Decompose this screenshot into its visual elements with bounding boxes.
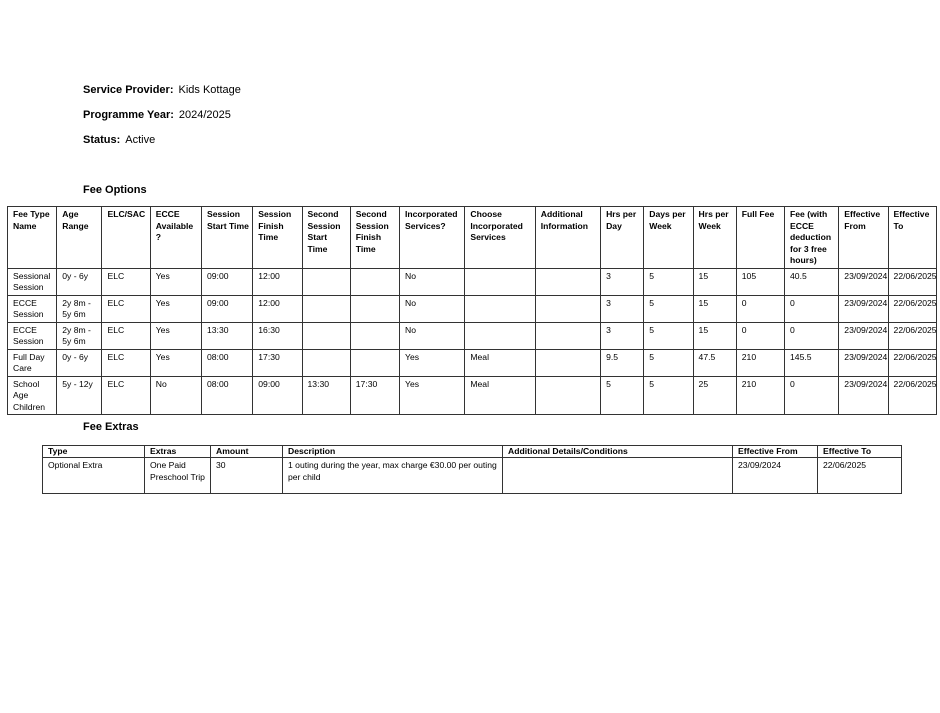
- table-cell: Full Day Care: [8, 349, 57, 376]
- table-cell: 0: [736, 295, 784, 322]
- table-cell: 09:00: [253, 376, 302, 415]
- table-cell: 0: [785, 322, 839, 349]
- table-cell: 0y - 6y: [57, 349, 102, 376]
- table-cell: 09:00: [202, 295, 253, 322]
- table-cell: 3: [601, 322, 644, 349]
- table-cell: 3: [601, 295, 644, 322]
- column-header: ELC/SAC: [102, 207, 150, 269]
- table-cell: [535, 295, 600, 322]
- fee-extras-title: Fee Extras: [83, 421, 139, 433]
- table-cell: [535, 322, 600, 349]
- table-cell: ECCE Session: [8, 295, 57, 322]
- table-cell: [535, 349, 600, 376]
- table-cell: 210: [736, 349, 784, 376]
- table-cell: 15: [693, 295, 736, 322]
- table-cell: 22/06/2025: [818, 458, 902, 494]
- fee-extras-table: [42, 445, 902, 494]
- table-cell: 1 outing during the year, max charge €30.00 per outing per child: [283, 458, 503, 494]
- table-cell: 40.5: [785, 268, 839, 295]
- column-header: Session Finish Time: [253, 207, 302, 269]
- table-cell: Sessional Session: [8, 268, 57, 295]
- table-cell: Optional Extra: [43, 458, 145, 494]
- table-cell: 23/09/2024: [839, 268, 888, 295]
- table-cell: 25: [693, 376, 736, 415]
- column-header: Hrs per Week: [693, 207, 736, 269]
- table-cell: ELC: [102, 322, 150, 349]
- table-cell: Yes: [150, 268, 201, 295]
- table-cell: 5y - 12y: [57, 376, 102, 415]
- table-cell: 15: [693, 322, 736, 349]
- table-cell: 22/06/2025: [888, 376, 936, 415]
- table-cell: No: [400, 268, 465, 295]
- column-header: Days per Week: [644, 207, 693, 269]
- column-header: Age Range: [57, 207, 102, 269]
- column-header: Amount: [211, 446, 283, 458]
- table-cell: 30: [211, 458, 283, 494]
- column-header: Fee (with ECCE deduction for 3 free hours): [785, 207, 839, 269]
- table-cell: 145.5: [785, 349, 839, 376]
- table-cell: [465, 322, 535, 349]
- table-cell: 22/06/2025: [888, 295, 936, 322]
- table-cell: [350, 268, 399, 295]
- column-header: Full Fee: [736, 207, 784, 269]
- column-header: Session Start Time: [202, 207, 253, 269]
- table-cell: 13:30: [202, 322, 253, 349]
- table-cell: 5: [644, 322, 693, 349]
- table-cell: ELC: [102, 268, 150, 295]
- table-cell: 5: [644, 349, 693, 376]
- table-cell: 22/06/2025: [888, 268, 936, 295]
- table-cell: No: [150, 376, 201, 415]
- table-row: [8, 376, 937, 415]
- table-cell: [535, 376, 600, 415]
- column-header: ECCE Available ?: [150, 207, 201, 269]
- table-cell: Yes: [400, 349, 465, 376]
- fee-options-header-row: [8, 207, 937, 269]
- service-provider-value: Kids Kottage: [178, 84, 241, 96]
- fee-extras-header-row: [43, 446, 902, 458]
- table-cell: 23/09/2024: [733, 458, 818, 494]
- table-cell: 12:00: [253, 268, 302, 295]
- status-label: Status:: [83, 134, 121, 146]
- table-cell: 13:30: [302, 376, 350, 415]
- table-cell: Yes: [150, 295, 201, 322]
- column-header: Second Session Start Time: [302, 207, 350, 269]
- table-cell: Yes: [150, 349, 201, 376]
- table-cell: [350, 349, 399, 376]
- table-cell: 5: [644, 295, 693, 322]
- column-header: Second Session Finish Time: [350, 207, 399, 269]
- table-cell: [350, 322, 399, 349]
- table-cell: [465, 268, 535, 295]
- table-cell: 47.5: [693, 349, 736, 376]
- column-header: Additional Details/Conditions: [503, 446, 733, 458]
- table-cell: 23/09/2024: [839, 322, 888, 349]
- programme-year-value: 2024/2025: [178, 109, 231, 121]
- table-cell: [302, 322, 350, 349]
- table-cell: 09:00: [202, 268, 253, 295]
- status: [83, 134, 155, 146]
- table-cell: 12:00: [253, 295, 302, 322]
- table-row: [8, 322, 937, 349]
- table-row: [43, 458, 902, 494]
- table-cell: [535, 268, 600, 295]
- fee-options-title: Fee Options: [83, 184, 147, 196]
- status-value: Active: [125, 134, 156, 146]
- table-cell: ECCE Session: [8, 322, 57, 349]
- service-provider-label: Service Provider:: [83, 84, 174, 96]
- column-header: Effective From: [733, 446, 818, 458]
- table-cell: ELC: [102, 349, 150, 376]
- fee-options-table: [7, 206, 937, 415]
- column-header: Effective To: [888, 207, 936, 269]
- table-cell: 0: [785, 295, 839, 322]
- table-cell: [302, 295, 350, 322]
- table-cell: 5: [601, 376, 644, 415]
- column-header: Fee Type Name: [8, 207, 57, 269]
- table-row: [8, 349, 937, 376]
- table-cell: [302, 268, 350, 295]
- column-header: Choose Incorporated Services: [465, 207, 535, 269]
- table-cell: ELC: [102, 295, 150, 322]
- table-cell: 15: [693, 268, 736, 295]
- table-cell: School Age Children: [8, 376, 57, 415]
- table-cell: 23/09/2024: [839, 295, 888, 322]
- table-cell: 105: [736, 268, 784, 295]
- table-cell: No: [400, 322, 465, 349]
- table-cell: ELC: [102, 376, 150, 415]
- table-cell: 23/09/2024: [839, 349, 888, 376]
- table-cell: 2y 8m - 5y 6m: [57, 322, 102, 349]
- table-cell: No: [400, 295, 465, 322]
- table-cell: 9.5: [601, 349, 644, 376]
- table-cell: 3: [601, 268, 644, 295]
- table-cell: 2y 8m - 5y 6m: [57, 295, 102, 322]
- table-cell: 16:30: [253, 322, 302, 349]
- table-row: [8, 295, 937, 322]
- column-header: Effective To: [818, 446, 902, 458]
- programme-year: [83, 109, 231, 121]
- table-cell: 5: [644, 376, 693, 415]
- table-cell: Meal: [465, 349, 535, 376]
- programme-year-label: Programme Year:: [83, 109, 174, 121]
- table-cell: [350, 295, 399, 322]
- table-cell: Yes: [400, 376, 465, 415]
- table-cell: [302, 349, 350, 376]
- column-header: Type: [43, 446, 145, 458]
- table-cell: [465, 295, 535, 322]
- table-cell: 0: [785, 376, 839, 415]
- service-provider: [83, 84, 241, 96]
- table-cell: 0y - 6y: [57, 268, 102, 295]
- table-row: [8, 268, 937, 295]
- table-cell: Meal: [465, 376, 535, 415]
- column-header: Incorporated Services?: [400, 207, 465, 269]
- column-header: Description: [283, 446, 503, 458]
- column-header: Effective From: [839, 207, 888, 269]
- table-cell: 17:30: [350, 376, 399, 415]
- table-cell: 08:00: [202, 349, 253, 376]
- table-cell: One Paid Preschool Trip: [145, 458, 211, 494]
- table-cell: 5: [644, 268, 693, 295]
- table-cell: 17:30: [253, 349, 302, 376]
- table-cell: 0: [736, 322, 784, 349]
- column-header: Additional Information: [535, 207, 600, 269]
- table-cell: 22/06/2025: [888, 349, 936, 376]
- table-cell: 08:00: [202, 376, 253, 415]
- table-cell: 23/09/2024: [839, 376, 888, 415]
- column-header: Hrs per Day: [601, 207, 644, 269]
- table-cell: Yes: [150, 322, 201, 349]
- table-cell: [503, 458, 733, 494]
- column-header: Extras: [145, 446, 211, 458]
- table-cell: 22/06/2025: [888, 322, 936, 349]
- table-cell: 210: [736, 376, 784, 415]
